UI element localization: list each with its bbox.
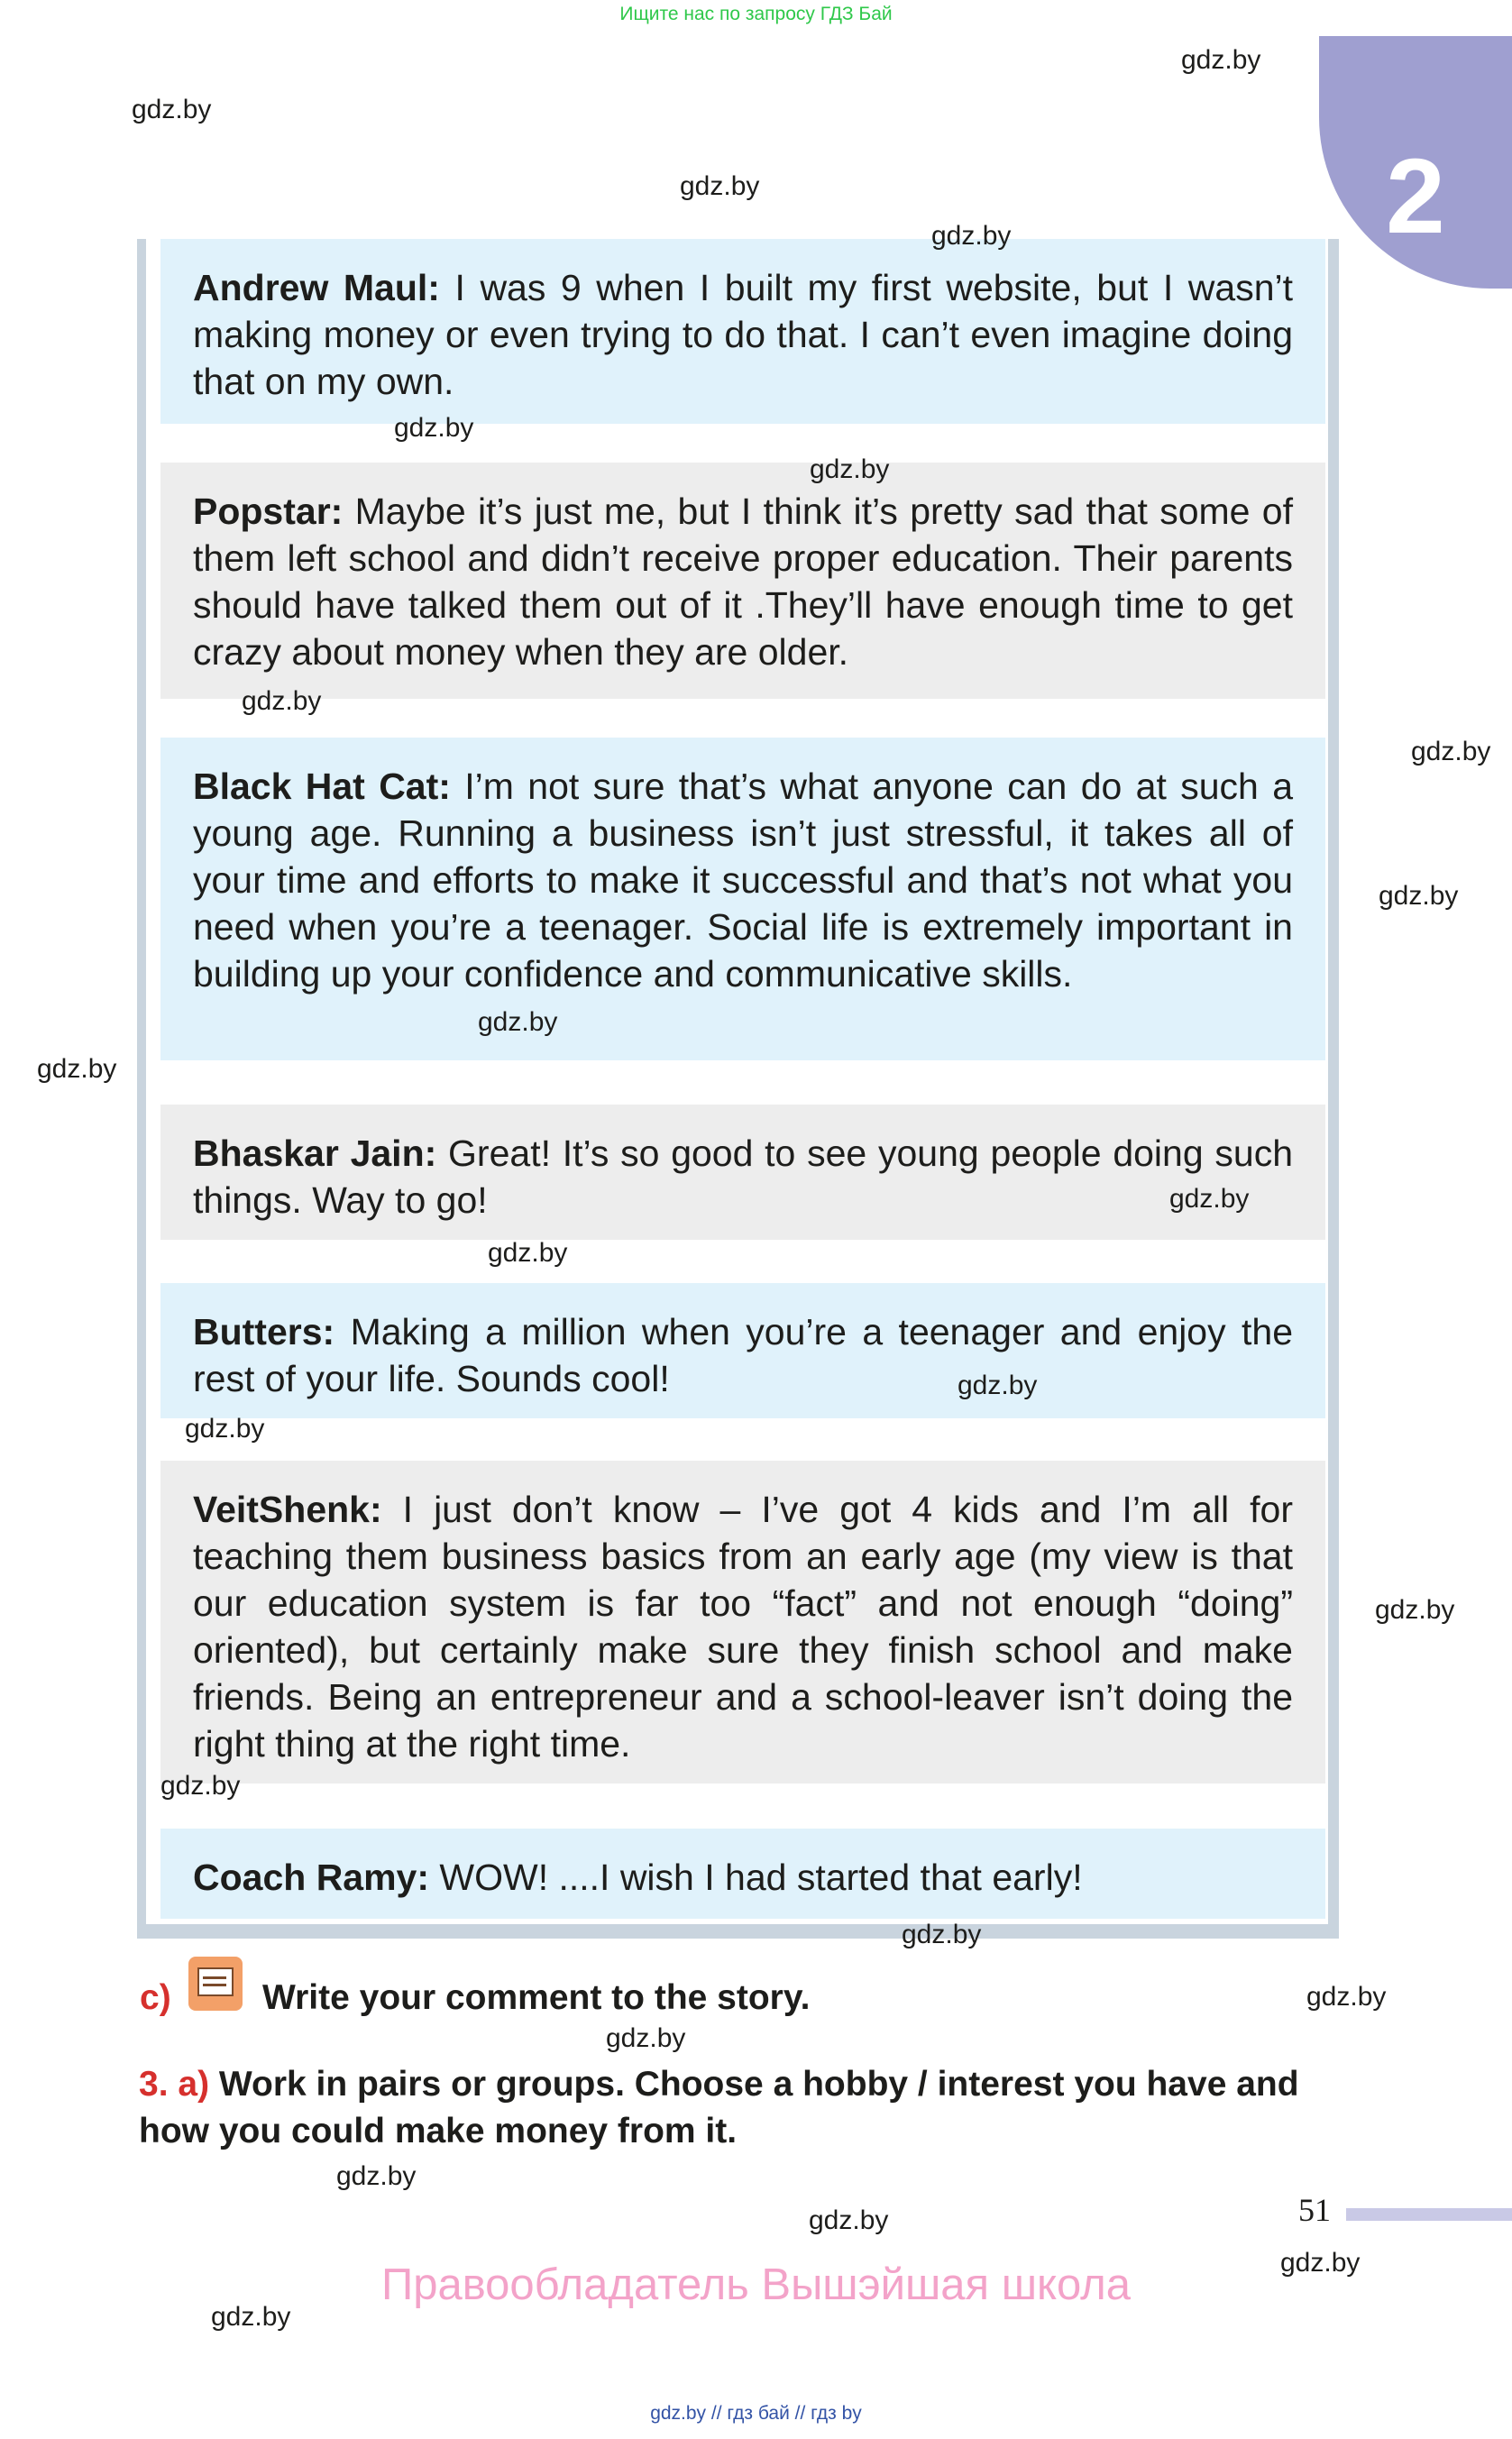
footer bbox=[0, 2403, 1512, 2425]
comment-butters bbox=[160, 1283, 1325, 1418]
watermark: gdz.by bbox=[37, 1054, 117, 1084]
watermark: gdz.by bbox=[902, 1920, 982, 1949]
watermark: gdz.by bbox=[810, 454, 890, 484]
watermark: gdz.by bbox=[680, 171, 760, 201]
watermark: gdz.by bbox=[336, 2161, 417, 2191]
watermark: gdz.by bbox=[1280, 2248, 1361, 2278]
comment-author: Popstar: bbox=[193, 491, 344, 532]
watermark: gdz.by bbox=[1375, 1595, 1455, 1625]
page-number-bar bbox=[1346, 2208, 1512, 2221]
comment-text: Making a million when you’re a teenager and enjoy the rest of your life. Sounds cool! bbox=[193, 1311, 1293, 1399]
watermark: gdz.by bbox=[242, 686, 322, 716]
watermark: gdz.by bbox=[1306, 1982, 1387, 2012]
comment-black-hat-cat bbox=[160, 738, 1325, 1060]
writing-book-icon bbox=[188, 1957, 243, 2011]
comments-panel bbox=[137, 239, 1339, 1939]
watermark: gdz.by bbox=[931, 221, 1012, 251]
comment-andrew-maul bbox=[160, 239, 1325, 424]
comment-text: Maybe it’s just me, but I think it’s pretty sad that some of them left school and didn’t receive proper education. Their parents should have talked them out of it .They’ll have enough time to get crazy about money when they are older. bbox=[193, 491, 1293, 673]
footer-link-gdz[interactable]: gdz.by bbox=[650, 2403, 707, 2424]
watermark: gdz.by bbox=[160, 1771, 241, 1801]
task-3-instruction: Work in pairs or groups. Choose a hobby / interest you have and how you could make money from it. bbox=[139, 2065, 1299, 2150]
comment-author: Coach Ramy: bbox=[193, 1857, 430, 1898]
watermark: gdz.by bbox=[185, 1414, 265, 1444]
watermark: gdz.by bbox=[132, 95, 212, 124]
top-banner: Ищите нас по запросу ГДЗ Бай bbox=[619, 4, 893, 24]
comment-author: Butters: bbox=[193, 1311, 335, 1352]
comment-text: WOW! ....I wish I had started that early! bbox=[429, 1857, 1083, 1898]
footer-separator: // bbox=[710, 2403, 722, 2424]
comment-text: Great! It’s so good to see young people doing such things. Way to go! bbox=[193, 1132, 1293, 1221]
watermark: gdz.by bbox=[488, 1238, 568, 1268]
task-c-label: c) bbox=[140, 1978, 171, 2017]
comment-coach-ramy bbox=[160, 1829, 1325, 1919]
watermark: gdz.by bbox=[1379, 881, 1459, 911]
watermark: gdz.by bbox=[606, 2023, 686, 2053]
task-3-label: a) bbox=[178, 2065, 210, 2104]
task-3 bbox=[139, 2061, 1347, 2155]
comment-text: I’m not sure that’s what anyone can do at such a young age. Running a business isn’t just stressful, it takes all of your time and efforts to make it successful and that’s not what you need when you’re a teenager. Social life is extremely important in building up your confidence and communicative skills. bbox=[193, 766, 1293, 995]
watermark: gdz.by bbox=[478, 1007, 558, 1037]
footer-link-gdz-by[interactable]: гдз by bbox=[811, 2403, 862, 2424]
task-c-instruction: Write your comment to the story. bbox=[262, 1978, 811, 2017]
comment-veitshenk bbox=[160, 1461, 1325, 1783]
comment-author: Bhaskar Jain: bbox=[193, 1132, 437, 1174]
comment-bhaskar-jain bbox=[160, 1105, 1325, 1240]
comment-author: VeitShenk: bbox=[193, 1489, 382, 1530]
copyright-notice: Правообладатель Вышэйшая школа bbox=[380, 2260, 1132, 2309]
comment-text: I was 9 when I built my first website, but I wasn’t making money or even trying to do that. I can’t even imagine doing that on my own. bbox=[193, 267, 1293, 402]
comment-popstar bbox=[160, 463, 1325, 699]
footer-separator: // bbox=[794, 2403, 806, 2424]
watermark: gdz.by bbox=[1169, 1184, 1250, 1214]
watermark: gdz.by bbox=[809, 2205, 889, 2235]
watermark: gdz.by bbox=[211, 2302, 291, 2332]
task-c bbox=[140, 1975, 171, 2022]
comment-author: Black Hat Cat: bbox=[193, 766, 451, 807]
watermark: gdz.by bbox=[394, 413, 474, 443]
chapter-number: 2 bbox=[1386, 137, 1445, 256]
watermark: gdz.by bbox=[1181, 45, 1261, 75]
footer-link-gdz-bai[interactable]: гдз бай bbox=[727, 2403, 790, 2424]
task-3-number: 3. bbox=[139, 2065, 169, 2104]
comment-author: Andrew Maul: bbox=[193, 267, 440, 308]
page-number: 51 bbox=[1298, 2192, 1331, 2228]
watermark: gdz.by bbox=[958, 1371, 1038, 1400]
comment-text: I just don’t know – I’ve got 4 kids and I’m all for teaching them business basics from an early age (my view is that our education system is far too “fact” and not enough “doing” oriented), but certainly make sure they finish school and make friends. Being an entrepreneur and a school-leaver isn’t doing the right thing at the right time. bbox=[193, 1489, 1293, 1765]
watermark: gdz.by bbox=[1411, 737, 1491, 766]
